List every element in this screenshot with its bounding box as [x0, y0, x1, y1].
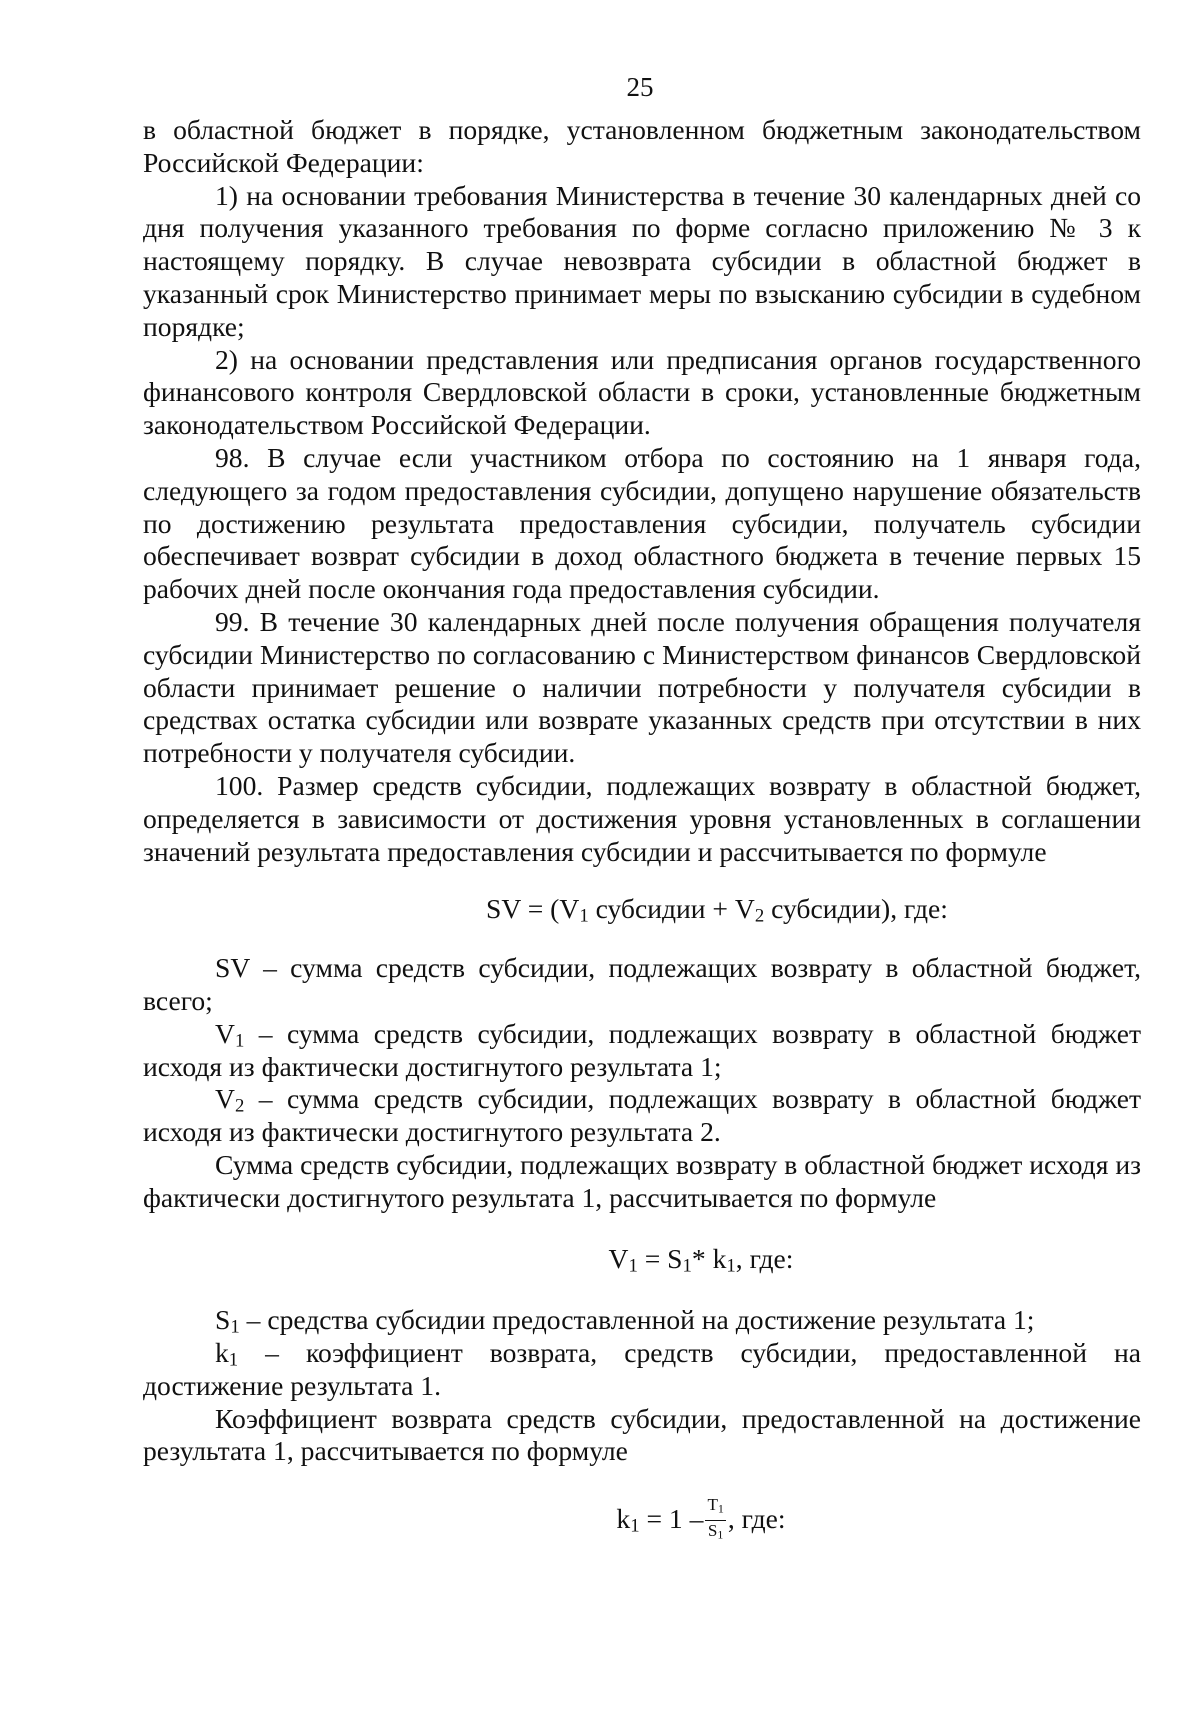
definition-k1-text: – коэффициент возврата, средств субсидии, предоставленной на достижение результата 1. — [143, 1337, 1141, 1401]
definition-s1-symbol: S — [215, 1304, 231, 1336]
definition-k1-sub: 1 — [228, 1349, 239, 1371]
formula-sv-lead: SV = (V — [486, 893, 580, 925]
formula-v1-b: = S — [637, 1242, 683, 1274]
definition-v2-text: – сумма средств субсидии, подлежащих возврату в областной бюджет исходя из фактически достигнутого результата 2. — [143, 1083, 1141, 1148]
definition-k1-symbol: k — [215, 1337, 229, 1369]
definition-v2-symbol: V — [215, 1083, 235, 1115]
formula-k1-fraction — [705, 1496, 725, 1544]
formula-k1-den-sub: 1 — [717, 1527, 724, 1542]
definition-v1-symbol: V — [215, 1017, 235, 1049]
definition-v2 — [143, 1083, 1141, 1149]
formula-v1-a-sub: 1 — [628, 1254, 638, 1276]
definition-v1-text: – сумма средств субсидии, подлежащих возврату в областной бюджет исходя из фактически достигнутого результата 1; — [143, 1017, 1141, 1082]
formula-k1-a: k — [616, 1503, 631, 1535]
page-number: 25 — [626, 72, 654, 102]
formula-sv-sub2: 2 — [754, 905, 765, 927]
definition-v1 — [143, 1018, 1141, 1084]
definition-s1-sub: 1 — [230, 1316, 240, 1338]
definition-v1-sub: 1 — [234, 1030, 245, 1052]
formula-sv — [143, 893, 1141, 926]
formula-k1-tail: , где: — [727, 1503, 786, 1535]
formula-sv-sub1: 1 — [579, 905, 589, 927]
formula-v1-c-sub: 1 — [726, 1254, 736, 1276]
formula-v1-b-sub: 1 — [682, 1254, 692, 1276]
formula-v1-c: * k — [691, 1242, 727, 1274]
formula-v1-tail: , где: — [735, 1242, 794, 1274]
formula-sv-tail: субсидии), где: — [764, 893, 948, 925]
paragraph-98: 98. В случае если участником отбора по состоянию на 1 января года, следующего за годом предоставления субсидии, допущено нарушение обязательств по достижению результата предоставления субсидии, получатель субсидии обеспечивает возврат субсидии в доход областного бюджета в течение первых 15 рабочих дней после окончания года предоставления субсидии. — [143, 441, 1141, 605]
formula-k1-num-symbol: T — [707, 1495, 718, 1515]
formula-k1-a-sub: 1 — [630, 1515, 640, 1537]
formula-sv-mid: субсидии + V — [588, 893, 755, 925]
definition-s1-text: – средства субсидии предоставленной на достижение результата 1; — [239, 1304, 1035, 1336]
document-body — [143, 114, 1141, 1546]
paragraph-100: 100. Размер средств субсидии, подлежащих возврату в областной бюджет, определяется в зависимости от достижения уровня установленных в соглашении значений результата предоставления субсидии и рассчитывается по формуле — [143, 769, 1141, 867]
paragraph-intro: в областной бюджет в порядке, установленном бюджетным законодательством Российской Федерации: — [143, 114, 1141, 178]
definition-s1 — [143, 1304, 1141, 1337]
paragraph-sum-formula: Сумма средств субсидии, подлежащих возврату в областной бюджет исходя из фактически достигнутого результата 1, рассчитывается по формуле — [143, 1148, 1141, 1213]
formula-v1-a: V — [608, 1242, 629, 1274]
paragraph-item-2: 2) на основании представления или предписания органов государственного финансового контроля Свердловской области в сроки, установленные бюджетным законодательством Российской Федерации. — [143, 343, 1141, 441]
definition-v2-sub: 2 — [234, 1095, 245, 1117]
formula-k1-num-sub: 1 — [717, 1501, 724, 1516]
formula-k1 — [143, 1495, 1141, 1546]
paragraph-coefficient-formula: Коэффициент возврата средств субсидии, предоставленной на достижение результата 1, рассчитывается по формуле — [143, 1402, 1141, 1467]
paragraph-99: 99. В течение 30 календарных дней после получения обращения получателя субсидии Министерство по согласованию с Министерством финансов Свердловской области принимает решение о наличии потребности у получателя субсидии в средствах остатка субсидии или возврате указанных средств при отсутствии в них потребности у получателя субсидии. — [143, 605, 1141, 769]
formula-k1-den-symbol: S — [707, 1520, 718, 1540]
formula-k1-numerator — [705, 1496, 725, 1520]
formula-k1-denominator — [705, 1521, 725, 1544]
paragraph-item-1: 1) на основании требования Министерства в течение 30 календарных дней со дня получения указанного требования по форме согласно приложению № 3 к настоящему порядку. В случае невозврата субсидии в областной бюджет в указанный срок Министерство принимает меры по взысканию субсидии в судебном порядке; — [143, 179, 1141, 342]
definition-sv: SV – сумма средств субсидии, подлежащих возврату в областной бюджет, всего; — [143, 952, 1141, 1016]
definition-k1 — [143, 1337, 1141, 1403]
formula-k1-b: = 1 – — [639, 1503, 704, 1535]
formula-v1 — [143, 1243, 1141, 1276]
